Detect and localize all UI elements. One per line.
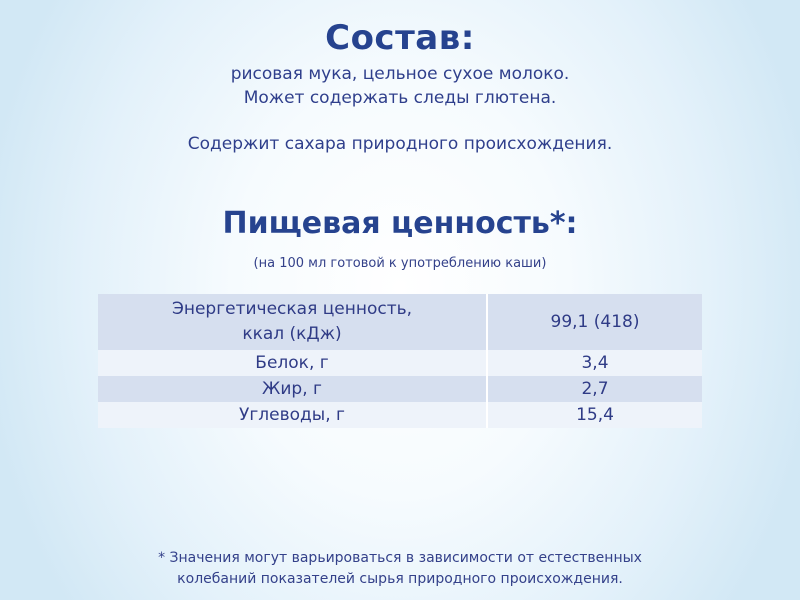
- energy-label-line-2: ккал (кДж): [242, 324, 342, 344]
- energy-label: [98, 294, 488, 350]
- carbs-label: Углеводы, г: [98, 402, 488, 428]
- footnote-line-2: колебаний показателей сырья природного происхождения.: [177, 571, 623, 587]
- table-row-protein: [98, 350, 702, 376]
- table-row-energy: [98, 294, 702, 350]
- energy-value: 99,1 (418): [550, 311, 640, 332]
- protein-label: Белок, г: [98, 350, 488, 376]
- nutrition-subtitle: (на 100 мл готовой к употреблению каши): [253, 256, 547, 271]
- ingredients-line-2: Может содержать следы глютена.: [243, 88, 557, 108]
- table-row-fat: [98, 376, 702, 402]
- fat-value: 2,7: [581, 378, 609, 399]
- footnote: [0, 548, 800, 590]
- footnote-line-1: * Значения могут варьироваться в зависимости от естественных: [158, 550, 642, 566]
- composition-heading: Состав:: [325, 18, 475, 58]
- fat-label: Жир, г: [98, 376, 488, 402]
- ingredients-line-1: рисовая мука, цельное сухое молоко.: [230, 64, 570, 84]
- nutrition-heading: Пищевая ценность*:: [222, 206, 578, 241]
- energy-label-line-1: Энергетическая ценность,: [171, 299, 413, 319]
- nutrition-table: [98, 294, 702, 428]
- sugar-note: Содержит сахара природного происхождения.: [187, 134, 613, 154]
- table-row-carbs: [98, 402, 702, 428]
- protein-value: 3,4: [581, 352, 609, 373]
- carbs-value: 15,4: [576, 404, 614, 425]
